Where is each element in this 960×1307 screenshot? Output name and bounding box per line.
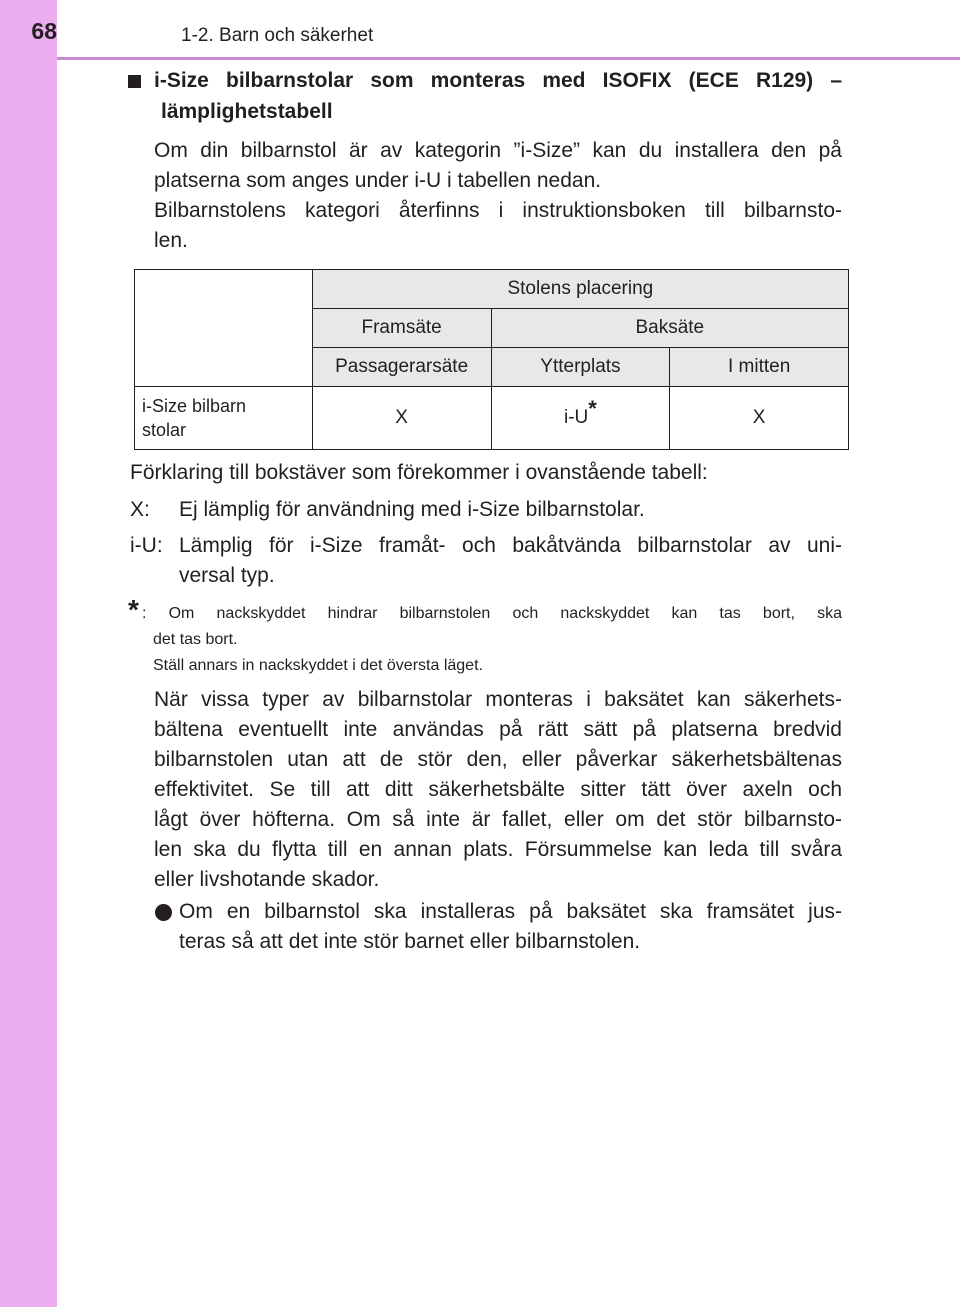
footnote-line: : Om nackskyddet hindrar bilbarnstolen och nackskyddet kan tas bort, ska bbox=[142, 605, 842, 622]
page-number: 68 bbox=[31, 18, 57, 44]
warning-line: len ska du flytta till en annan plats. Försummelse kan leda till svåra bbox=[154, 838, 842, 861]
warning-line: eller livshotande skador. bbox=[154, 868, 380, 891]
heading-line: i-Size bilbarnstolar som monteras med ISOFIX (ECE R129) – bbox=[154, 69, 842, 92]
header-rear-seat: Baksäte bbox=[491, 309, 848, 348]
warning-line: lågt över höfterna. Om så inte är fallet, eller om det stör bilbarnsto- bbox=[154, 808, 842, 831]
intro-line: Bilbarnstolens kategori återfinns i instruktionsboken till bilbarnsto- bbox=[154, 199, 842, 222]
header-middle-seat: I mitten bbox=[670, 348, 849, 387]
cell-passenger-value: X bbox=[312, 387, 491, 450]
header-front-seat: Framsäte bbox=[312, 309, 491, 348]
intro-line: Om din bilbarnstol är av kategorin ”i-Size” kan du installera den på bbox=[154, 139, 842, 162]
section-title: 1-2. Barn och säkerhet bbox=[181, 25, 374, 46]
legend-key-x: X: bbox=[130, 498, 150, 521]
square-bullet-icon bbox=[128, 75, 141, 88]
suitability-table bbox=[134, 269, 849, 450]
footnote-line: det tas bort. bbox=[153, 631, 238, 648]
footnote-line: Ställ annars in nackskyddet i det översta läget. bbox=[153, 657, 483, 674]
legend-text-iu: Lämplig för i-Size framåt- och bakåtvända bilbarnstolar av uni- bbox=[179, 534, 842, 557]
intro-line: len. bbox=[154, 229, 188, 252]
legend-key-iu: i-U: bbox=[130, 534, 163, 557]
bullet-line: teras så att det inte stör barnet eller bilbarnstolen. bbox=[179, 930, 641, 953]
asterisk-mark: * bbox=[588, 396, 597, 421]
legend-text-x: Ej lämplig för användning med i-Size bilbarnstolar. bbox=[179, 498, 645, 521]
cell-outer-value: i-U* bbox=[491, 387, 670, 450]
warning-line: När vissa typer av bilbarnstolar monteras i baksätet kan säkerhets- bbox=[154, 688, 842, 711]
intro-line: platserna som anges under i-U i tabellen nedan. bbox=[154, 169, 602, 192]
table-corner-cell bbox=[135, 270, 313, 387]
round-bullet-icon bbox=[155, 904, 172, 921]
warning-line: bältena eventuellt inte användas på rätt sätt på platserna bredvid bbox=[154, 718, 842, 741]
bullet-line: Om en bilbarnstol ska installeras på baksätet ska framsätet jus- bbox=[179, 900, 842, 923]
header-divider bbox=[57, 57, 960, 60]
header-outer-seat: Ytterplats bbox=[491, 348, 670, 387]
legend-text-iu: versal typ. bbox=[179, 564, 275, 587]
footnote-asterisk: * bbox=[128, 594, 139, 625]
page-sidebar bbox=[0, 0, 57, 1307]
row-label-isize: i-Size bilbarn stolar bbox=[135, 387, 313, 450]
warning-line: bilbarnstolen utan att de stör den, eller påverkar säkerhetsbältenas bbox=[154, 748, 842, 771]
heading-line: lämplighetstabell bbox=[161, 100, 333, 123]
cell-middle-value: X bbox=[670, 387, 849, 450]
warning-line: effektivitet. Se till att ditt säkerhetsbälte sitter tätt över axeln och bbox=[154, 778, 842, 801]
legend-intro: Förklaring till bokstäver som förekommer i ovanstående tabell: bbox=[130, 461, 708, 484]
header-passenger-seat: Passagerarsäte bbox=[312, 348, 491, 387]
header-seat-position: Stolens placering bbox=[312, 270, 848, 309]
